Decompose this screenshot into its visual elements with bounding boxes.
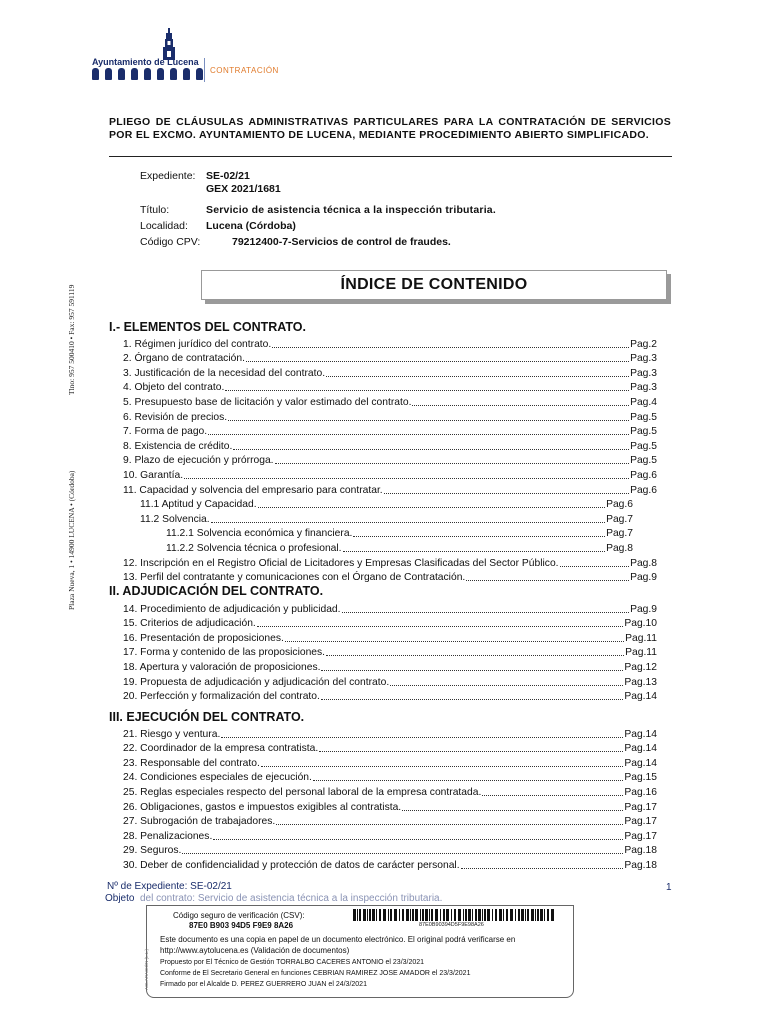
toc-item-label: 12. Inscripción en el Registro Oficial de Licitadores y Empresas Clasificadas del Sector Público. xyxy=(123,557,559,569)
barcode-icon xyxy=(353,909,556,921)
copy-notice-line-2: http://www.aytolucena.es (Validación de documentos) xyxy=(160,946,350,955)
toc-item-label: 28. Penalizaciones. xyxy=(123,830,213,842)
toc-leader-dots xyxy=(246,361,629,362)
toc-item xyxy=(123,799,657,814)
toc-leader-dots xyxy=(319,751,623,752)
toc-leader-dots xyxy=(342,612,630,613)
footer-expediente: Nº de Expediente: SE-02/21 xyxy=(107,881,232,892)
toc-item xyxy=(123,555,657,570)
toc-item-page: Pag.9 xyxy=(630,603,657,615)
toc-item-label: 5. Presupuesto base de licitación y valor estimado del contrato. xyxy=(123,396,412,408)
toc-leader-dots xyxy=(261,766,624,767)
toc-item xyxy=(123,380,657,395)
toc-item-label: 16. Presentación de proposiciones. xyxy=(123,632,284,644)
toc-item-label: 11.2 Solvencia. xyxy=(140,513,210,525)
toc-item-label: 11. Capacidad y solvencia del empresario para contratar. xyxy=(123,484,383,496)
titulo-label: Título: xyxy=(140,204,170,216)
toc-item-label: 2. Órgano de contratación. xyxy=(123,353,245,365)
toc-item xyxy=(123,857,657,872)
toc-item-page: Pag.8 xyxy=(606,542,633,554)
toc-item-page: Pag.11 xyxy=(625,647,657,659)
toc-leader-dots xyxy=(213,839,623,840)
toc-item-page: Pag.7 xyxy=(606,528,633,540)
toc-item xyxy=(123,630,657,645)
toc-item xyxy=(123,453,657,468)
footer-page-number: 1 xyxy=(666,882,672,893)
toc-item-page: Pag.13 xyxy=(624,676,657,688)
toc-item xyxy=(140,511,633,526)
toc-item-label: 11.1 Aptitud y Capacidad. xyxy=(140,499,257,511)
toc-item-page: Pag.5 xyxy=(630,440,657,452)
toc-item xyxy=(123,726,657,741)
toc-item-page: Pag.10 xyxy=(624,618,657,630)
toc-leader-dots xyxy=(321,699,623,700)
toc-item-page: Pag.12 xyxy=(624,661,657,673)
csv-label: Código seguro de verificación (CSV): xyxy=(173,911,305,920)
toc-item-page: Pag.16 xyxy=(624,786,657,798)
toc-item xyxy=(123,482,657,497)
toc-leader-dots xyxy=(258,507,605,508)
toc-item-page: Pag.9 xyxy=(630,572,657,584)
toc-item xyxy=(123,843,657,858)
toc-leader-dots xyxy=(384,493,629,494)
footer-objeto-label: Objeto xyxy=(105,893,135,904)
toc-leader-dots xyxy=(353,536,605,537)
toc-item xyxy=(123,814,657,829)
toc-item-page: Pag.14 xyxy=(624,691,657,703)
side-phone-fax: Tlno: 957 500410 • Fax: 957 591119 xyxy=(67,284,76,395)
toc-leader-dots xyxy=(390,685,623,686)
toc-item-page: Pag.6 xyxy=(630,469,657,481)
toc-leader-dots xyxy=(208,434,629,435)
toc-item-page: Pag.14 xyxy=(624,757,657,769)
toc-leader-dots xyxy=(326,376,629,377)
toc-item xyxy=(123,438,657,453)
verification-stamp xyxy=(146,905,574,998)
toc-item xyxy=(123,784,657,799)
toc-item-page: Pag.2 xyxy=(630,338,657,350)
department-name: CONTRATACIÓN xyxy=(210,66,279,75)
toc-leader-dots xyxy=(276,824,623,825)
toc-item xyxy=(123,601,657,616)
toc-leader-dots xyxy=(461,868,624,869)
toc-leader-dots xyxy=(412,405,629,406)
city-tower-logo-icon xyxy=(161,28,177,60)
toc-item-label: 3. Justificación de la necesidad del contrato. xyxy=(123,367,326,379)
toc-leader-dots xyxy=(182,853,623,854)
toc-item xyxy=(123,755,657,770)
toc-leader-dots xyxy=(233,449,629,450)
toc-item-label: 11.2.1 Solvencia económica y financiera. xyxy=(166,528,353,540)
toc-item-label: 25. Reglas especiales respecto del personal laboral de la empresa contratada. xyxy=(123,786,482,798)
section-heading-adjudicacion: II. ADJUDICACIÓN DEL CONTRATO. xyxy=(109,584,324,598)
toc-item xyxy=(123,674,657,689)
toc-leader-dots xyxy=(211,522,605,523)
localidad-value: Lucena (Córdoba) xyxy=(206,220,296,232)
copy-notice-line-1: Este documento es una copia en papel de un documento electrónico. El original podrá verificarse en xyxy=(160,935,516,944)
toc-item xyxy=(123,409,657,424)
toc-item-label: 1. Régimen jurídico del contrato. xyxy=(123,338,272,350)
toc-item xyxy=(166,526,633,541)
toc-item-page: Pag.14 xyxy=(624,743,657,755)
toc-item-page: Pag.5 xyxy=(630,455,657,467)
toc-item-label: 27. Subrogación de trabajadores. xyxy=(123,816,276,828)
section-heading-elementos: I.- ELEMENTOS DEL CONTRATO. xyxy=(109,320,307,334)
toc-leader-dots xyxy=(257,626,624,627)
toc-item-label: 13. Perfil del contratante y comunicaciones con el Órgano de Contratación. xyxy=(123,572,466,584)
logo-divider xyxy=(204,58,205,82)
toc-leader-dots xyxy=(228,420,629,421)
footer-objeto-text: del contrato: Servicio de asistencia técnica a la inspección tributaria. xyxy=(140,893,443,904)
org-name: Ayuntamiento de Lucena xyxy=(92,57,199,67)
toc-item-page: Pag.14 xyxy=(624,728,657,740)
toc-leader-dots xyxy=(285,641,624,642)
document-title: PLIEGO DE CLÁUSULAS ADMINISTRATIVAS PARTICULARES PARA LA CONTRATACIÓN DE SERVICIOS POR EL EXCMO. AYUNTAMIENTO DE LUCENA, MEDIANTE PROCEDIMIENTO ABIERTO SIMPLIFICADO. xyxy=(109,116,671,141)
toc-item-page: Pag.3 xyxy=(630,367,657,379)
toc-item-page: Pag.3 xyxy=(630,353,657,365)
toc-item-label: 6. Revisión de precios. xyxy=(123,411,228,423)
gex-value: GEX 2021/1681 xyxy=(206,183,281,195)
toc-item-label: 30. Deber de confidencialidad y protección de datos de carácter personal. xyxy=(123,859,460,871)
toc-item-label: 9. Plazo de ejecución y prórroga. xyxy=(123,455,274,467)
titulo-value: Servicio de asistencia técnica a la inspección tributaria. xyxy=(206,204,496,216)
csv-code: 87E0 B903 94D5 F9E9 8A26 xyxy=(189,921,294,930)
toc-item-label: 24. Condiciones especiales de ejecución. xyxy=(123,772,312,784)
toc-item xyxy=(166,540,633,555)
section-heading-ejecucion: III. EJECUCIÓN DEL CONTRATO. xyxy=(109,710,305,724)
toc-item-page: Pag.8 xyxy=(630,557,657,569)
expediente-label: Expediente: xyxy=(140,170,196,182)
signature-alcalde: Firmado por el Alcalde D. PEREZ GUERRERO JUAN el 24/3/2021 xyxy=(160,981,367,988)
toc-item-page: Pag.3 xyxy=(630,382,657,394)
toc-item-page: Pag.11 xyxy=(625,632,657,644)
toc-item-label: 21. Riesgo y ventura. xyxy=(123,728,221,740)
toc-item xyxy=(123,424,657,439)
expediente-value: SE-02/21 xyxy=(206,170,250,182)
toc-item-label: 4. Objeto del contrato. xyxy=(123,382,225,394)
toc-leader-dots xyxy=(402,810,623,811)
toc-item-label: 29. Seguros. xyxy=(123,845,182,857)
toc-item-page: Pag.4 xyxy=(630,396,657,408)
toc-leader-dots xyxy=(221,737,623,738)
toc-item-label: 22. Coordinador de la empresa contratista. xyxy=(123,743,319,755)
toc-leader-dots xyxy=(313,780,623,781)
toc-leader-dots xyxy=(321,670,623,671)
toc-item-page: Pag.17 xyxy=(624,801,657,813)
cpv-value: 79212400-7-Servicios de control de fraudes. xyxy=(232,236,451,248)
toc-leader-dots xyxy=(560,566,630,567)
toc-item xyxy=(123,659,657,674)
toc-item xyxy=(123,741,657,756)
toc-item xyxy=(123,689,657,704)
toc-item-page: Pag.15 xyxy=(624,772,657,784)
toc-item-page: Pag.5 xyxy=(630,426,657,438)
cpv-label: Código CPV: xyxy=(140,236,201,248)
stamp-side-text: ACLARACIÓN (L.L.) xyxy=(144,948,149,990)
toc-leader-dots xyxy=(272,347,629,348)
signature-conforme: Conforme de El Secretario General en funciones CEBRIAN RAMIREZ JOSE AMADOR el 23/3/2021 xyxy=(160,970,471,977)
index-heading xyxy=(201,270,667,300)
toc-item xyxy=(123,570,657,585)
localidad-label: Localidad: xyxy=(140,220,188,232)
toc-item xyxy=(123,365,657,380)
logo-figures-icon xyxy=(92,68,203,80)
toc-item-label: 23. Responsable del contrato. xyxy=(123,757,260,769)
toc-leader-dots xyxy=(343,551,606,552)
toc-item-label: 8. Existencia de crédito. xyxy=(123,440,233,452)
toc-item-page: Pag.6 xyxy=(606,499,633,511)
toc-item-label: 18. Apertura y valoración de proposiciones. xyxy=(123,661,321,673)
title-divider xyxy=(109,156,672,157)
side-address: Plaza Nueva, 1 • 14900 LUCENA • (Córdoba) xyxy=(67,470,76,610)
toc-item-label: 20. Perfección y formalización del contrato. xyxy=(123,691,320,703)
toc-leader-dots xyxy=(466,580,629,581)
toc-leader-dots xyxy=(184,478,629,479)
toc-item xyxy=(123,645,657,660)
toc-item-label: 15. Criterios de adjudicación. xyxy=(123,618,256,630)
toc-item-label: 7. Forma de pago. xyxy=(123,426,208,438)
toc-item-page: Pag.18 xyxy=(624,859,657,871)
toc-item xyxy=(123,351,657,366)
toc-item xyxy=(123,616,657,631)
toc-leader-dots xyxy=(482,795,623,796)
toc-item xyxy=(140,497,633,512)
barcode-text: 87E0B90394D5F9E98A26 xyxy=(419,922,484,928)
toc-item-page: Pag.17 xyxy=(624,830,657,842)
toc-item-label: 11.2.2 Solvencia técnica o profesional. xyxy=(166,542,342,554)
toc-leader-dots xyxy=(225,390,629,391)
toc-leader-dots xyxy=(326,655,624,656)
toc-item xyxy=(123,336,657,351)
toc-item-label: 17. Forma y contenido de las proposiciones. xyxy=(123,647,326,659)
toc-item-page: Pag.18 xyxy=(624,845,657,857)
toc-item-page: Pag.6 xyxy=(630,484,657,496)
signature-proposed: Propuesto por El Técnico de Gestión TORRALBO CACERES ANTONIO el 23/3/2021 xyxy=(160,959,425,966)
toc-item-page: Pag.7 xyxy=(606,513,633,525)
toc-item-label: 19. Propuesta de adjudicación y adjudicación del contrato. xyxy=(123,676,390,688)
toc-leader-dots xyxy=(275,463,630,464)
index-title: ÍNDICE DE CONTENIDO xyxy=(340,276,528,293)
toc-item-page: Pag.17 xyxy=(624,816,657,828)
toc-item-label: 14. Procedimiento de adjudicación y publicidad. xyxy=(123,603,341,615)
toc-item-page: Pag.5 xyxy=(630,411,657,423)
toc-item xyxy=(123,467,657,482)
toc-item xyxy=(123,394,657,409)
toc-item-label: 26. Obligaciones, gastos e impuestos exigibles al contratista. xyxy=(123,801,402,813)
toc-item xyxy=(123,828,657,843)
toc-item xyxy=(123,770,657,785)
toc-item-label: 10. Garantía. xyxy=(123,469,184,481)
